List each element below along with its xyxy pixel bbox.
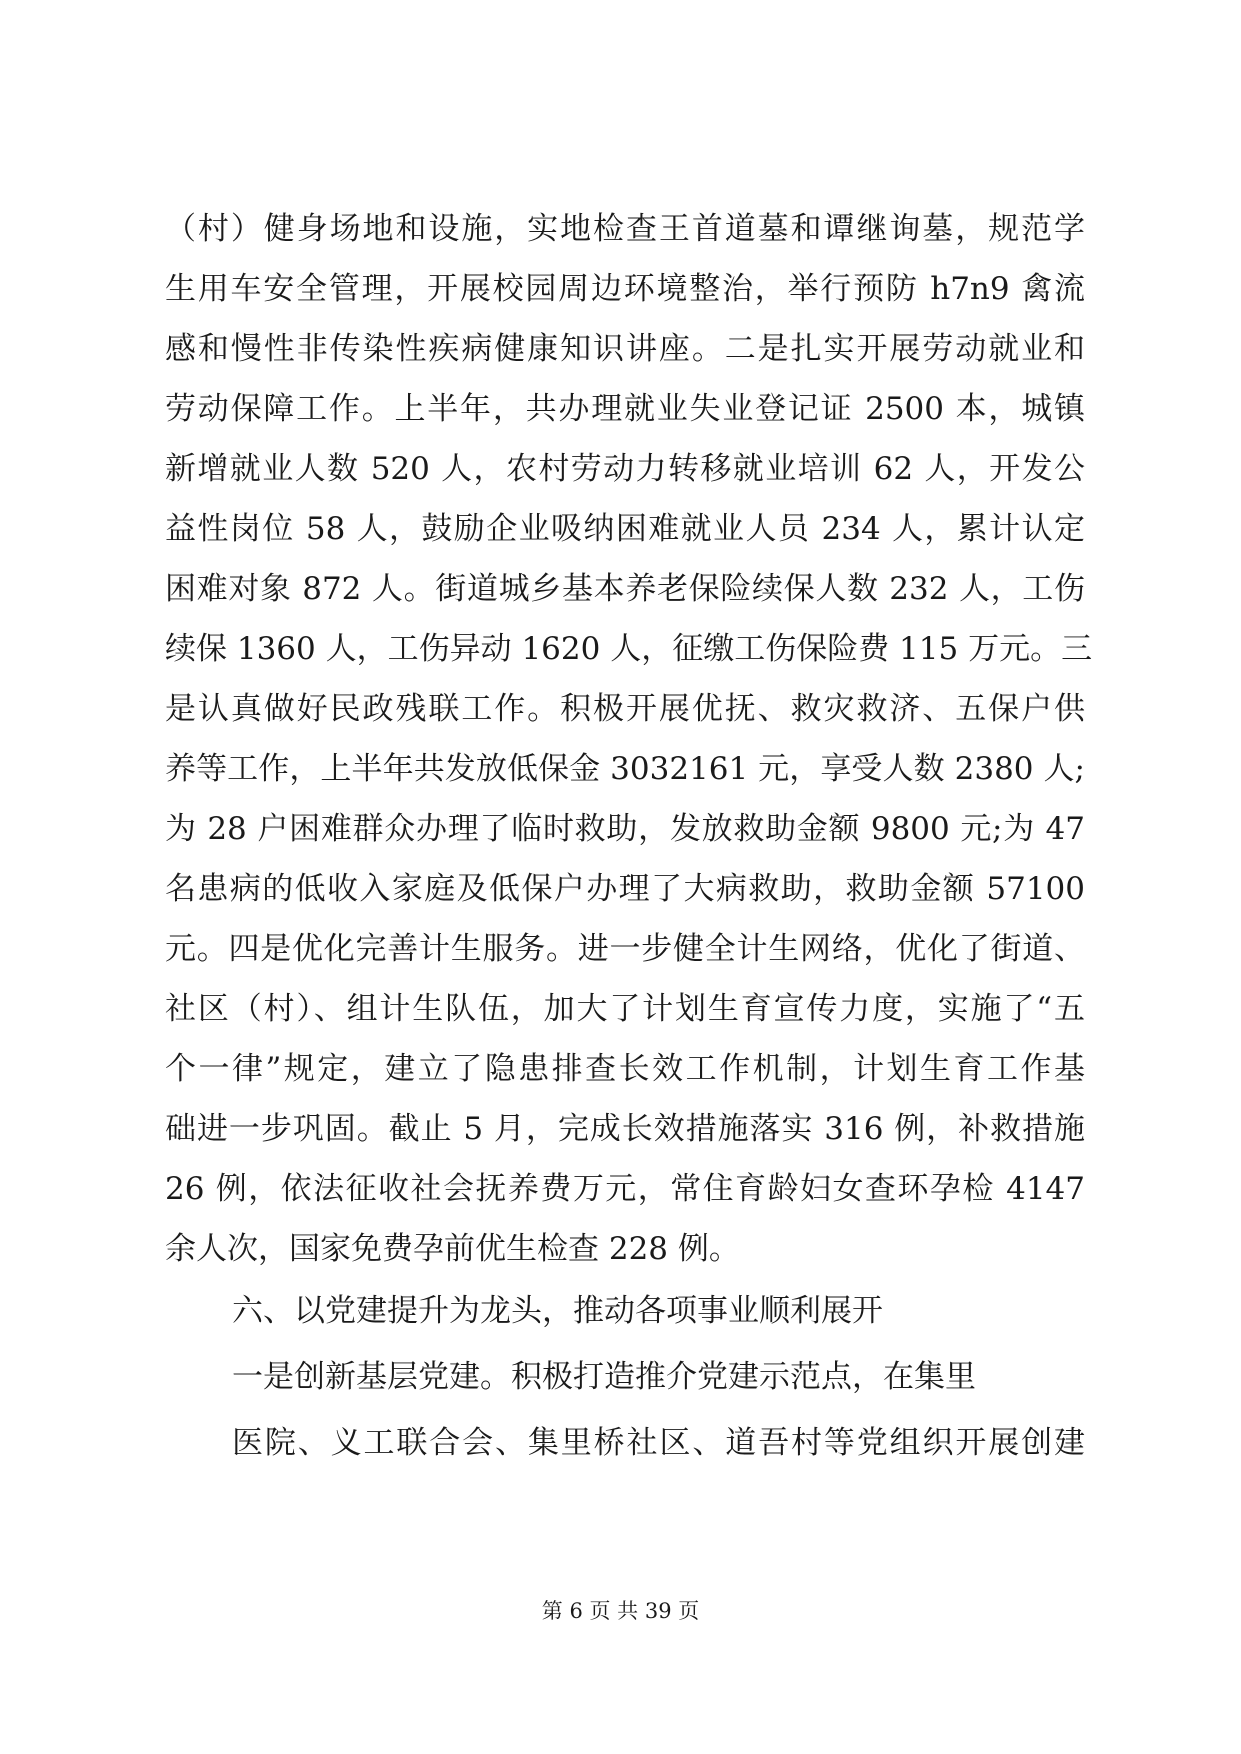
body-line: 益性岗位 58 人，鼓励企业吸纳困难就业人员 234 人，累计认定 <box>165 511 1085 547</box>
body-line: 社区（村）、组计生队伍，加大了计划生育宣传力度，实施了“五 <box>165 991 1085 1027</box>
body-line: 困难对象 872 人。街道城乡基本养老保险续保人数 232 人，工伤 <box>165 571 1085 607</box>
section-heading: 六、以党建提升为龙头，推动各项事业顺利展开 <box>232 1293 883 1329</box>
page-number: 第 6 页 共 39 页 <box>541 1599 700 1623</box>
body-line: 一是创新基层党建。积极打造推介党建示范点，在集里 <box>232 1359 976 1395</box>
body-line: 名患病的低收入家庭及低保户办理了大病救助，救助金额 57100 <box>165 871 1085 907</box>
body-line: 续保 1360 人，工伤异动 1620 人，征缴工伤保险费 115 万元。三 <box>165 631 1093 667</box>
body-line: 为 28 户困难群众办理了临时救助，发放救助金额 9800 元;为 47 <box>165 811 1085 847</box>
body-line: 生用车安全管理，开展校园周边环境整治，举行预防 h7n9 禽流 <box>165 271 1085 307</box>
body-line: （村）健身场地和设施，实地检查王首道墓和谭继询墓，规范学 <box>165 211 1085 247</box>
body-line: 是认真做好民政残联工作。积极开展优抚、救灾救济、五保户供 <box>165 691 1085 727</box>
body-line: 元。四是优化完善计生服务。进一步健全计生网络，优化了街道、 <box>165 931 1085 967</box>
body-line: 养等工作，上半年共发放低保金 3032161 元，享受人数 2380 人; <box>165 751 1085 787</box>
body-line: 医院、义工联合会、集里桥社区、道吾村等党组织开展创建 <box>232 1425 1085 1461</box>
body-line: 感和慢性非传染性疾病健康知识讲座。二是扎实开展劳动就业和 <box>165 331 1085 367</box>
body-line: 个一律”规定，建立了隐患排查长效工作机制，计划生育工作基 <box>165 1051 1085 1087</box>
body-line: 余人次，国家免费孕前优生检查 228 例。 <box>165 1231 740 1267</box>
body-line: 新增就业人数 520 人，农村劳动力转移就业培训 62 人，开发公 <box>165 451 1085 487</box>
body-line: 础进一步巩固。截止 5 月，完成长效措施落实 316 例，补救措施 <box>165 1111 1085 1147</box>
body-line: 劳动保障工作。上半年，共办理就业失业登记证 2500 本，城镇 <box>165 391 1085 427</box>
body-line: 26 例，依法征收社会抚养费万元，常住育龄妇女查环孕检 4147 <box>165 1171 1085 1207</box>
